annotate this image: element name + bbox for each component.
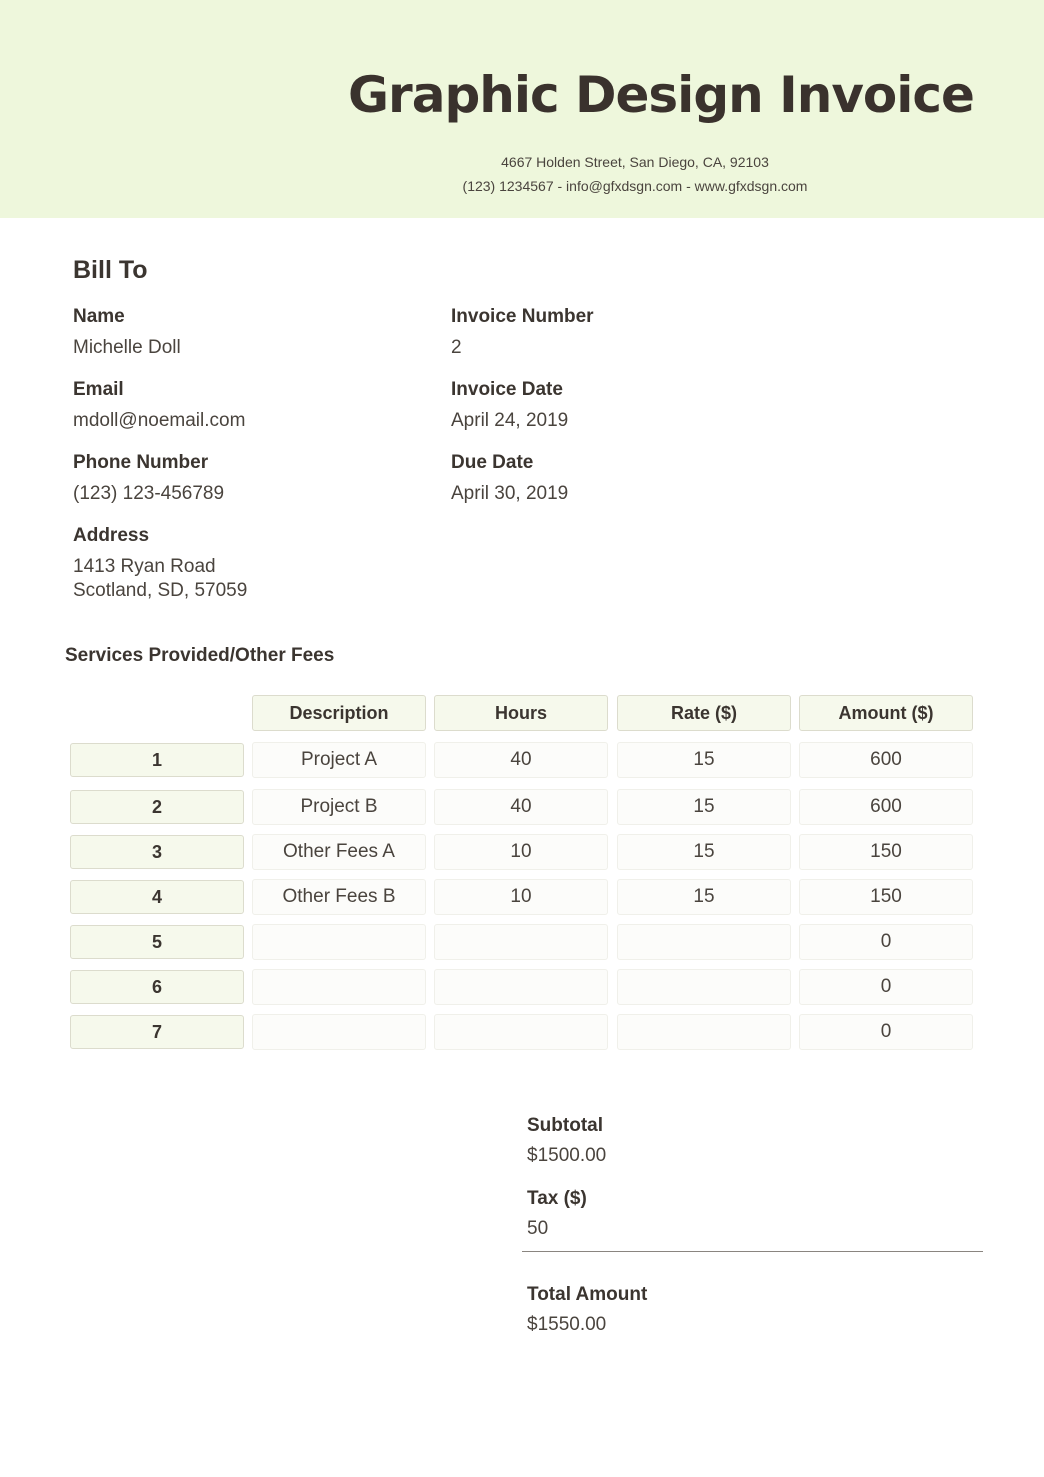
- company-contact: (123) 1234567 - info@gfxdsgn.com - www.gfxdsgn.com: [462, 178, 808, 194]
- row-description: [252, 924, 426, 960]
- row-rate: [617, 1014, 791, 1050]
- company-address: 4667 Holden Street, San Diego, CA, 92103: [501, 154, 769, 170]
- row-number: 4: [70, 880, 244, 914]
- invoice-number-field: [451, 305, 594, 360]
- row-rate: 15: [617, 789, 791, 825]
- row-number: 6: [70, 970, 244, 1004]
- services-heading: Services Provided/Other Fees: [65, 645, 335, 666]
- subtotal-label: Subtotal: [527, 1115, 603, 1136]
- phone-value: (123) 123-456789: [73, 483, 225, 504]
- total-amount-value: $1550.00: [527, 1314, 607, 1335]
- row-number: 2: [70, 790, 244, 824]
- row-rate: [617, 924, 791, 960]
- address-label: Address: [73, 525, 150, 546]
- subtotal-value: $1500.00: [527, 1145, 607, 1166]
- invoice-date-label: Invoice Date: [451, 379, 563, 400]
- column-header-rate: Rate ($): [617, 695, 791, 731]
- row-amount: 0: [799, 924, 973, 960]
- tax-label: Tax ($): [527, 1188, 587, 1209]
- row-rate: [617, 969, 791, 1005]
- invoice-number-value: 2: [451, 337, 462, 358]
- total-amount-label: Total Amount: [527, 1284, 648, 1305]
- row-number: 5: [70, 925, 244, 959]
- totals-divider: [522, 1251, 983, 1252]
- phone-field: [73, 451, 224, 506]
- email-label: Email: [73, 379, 124, 400]
- invoice-title: Graphic Design Invoice: [348, 66, 974, 124]
- due-date-label: Due Date: [451, 452, 534, 473]
- row-amount: 0: [799, 1014, 973, 1050]
- column-header-description: Description: [252, 695, 426, 731]
- phone-label: Phone Number: [73, 452, 209, 473]
- name-field: [73, 305, 181, 360]
- subtotal-block: [527, 1114, 606, 1168]
- row-amount: 0: [799, 969, 973, 1005]
- row-description: [252, 1014, 426, 1050]
- row-rate: 15: [617, 742, 791, 778]
- row-hours: [434, 1014, 608, 1050]
- row-hours: [434, 969, 608, 1005]
- row-number: 7: [70, 1015, 244, 1049]
- address-field: [73, 524, 247, 603]
- row-number: 1: [70, 743, 244, 777]
- row-description: [252, 969, 426, 1005]
- row-amount: 150: [799, 879, 973, 915]
- email-field: [73, 378, 245, 433]
- address-line-2: Scotland, SD, 57059: [73, 580, 248, 601]
- row-hours: [434, 924, 608, 960]
- tax-value: 50: [527, 1218, 549, 1239]
- row-description: Project B: [252, 789, 426, 825]
- row-hours: 10: [434, 879, 608, 915]
- bill-to-heading: Bill To: [73, 256, 148, 284]
- column-header-amount: Amount ($): [799, 695, 973, 731]
- row-number: 3: [70, 835, 244, 869]
- row-amount: 600: [799, 742, 973, 778]
- row-hours: 40: [434, 789, 608, 825]
- invoice-date-value: April 24, 2019: [451, 410, 569, 431]
- due-date-field: [451, 451, 568, 506]
- row-description: Other Fees A: [252, 834, 426, 870]
- email-value: mdoll@noemail.com: [73, 410, 246, 431]
- invoice-number-label: Invoice Number: [451, 306, 594, 327]
- row-hours: 10: [434, 834, 608, 870]
- row-description: Other Fees B: [252, 879, 426, 915]
- invoice-header: [0, 0, 1044, 218]
- total-amount-block: [527, 1283, 647, 1337]
- invoice-date-field: [451, 378, 568, 433]
- row-amount: 150: [799, 834, 973, 870]
- name-label: Name: [73, 306, 125, 327]
- tax-block: [527, 1187, 587, 1241]
- row-rate: 15: [617, 879, 791, 915]
- due-date-value: April 30, 2019: [451, 483, 569, 504]
- column-header-hours: Hours: [434, 695, 608, 731]
- row-description: Project A: [252, 742, 426, 778]
- name-value: Michelle Doll: [73, 337, 181, 358]
- row-hours: 40: [434, 742, 608, 778]
- row-amount: 600: [799, 789, 973, 825]
- address-line-1: 1413 Ryan Road: [73, 556, 216, 577]
- row-rate: 15: [617, 834, 791, 870]
